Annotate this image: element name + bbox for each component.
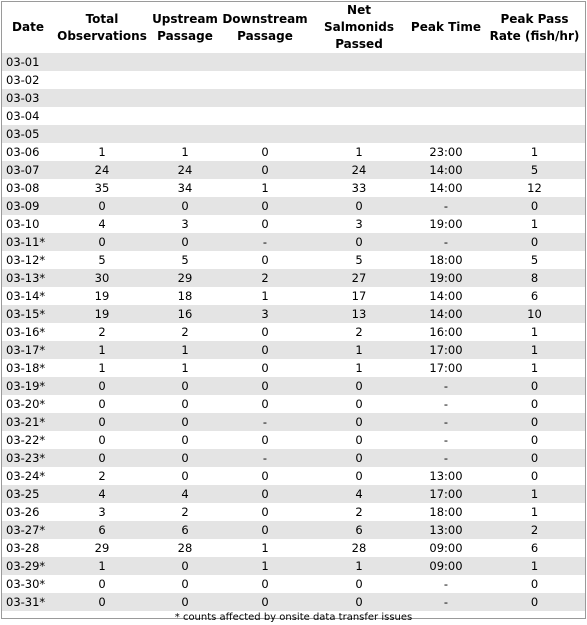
cell-total-observations xyxy=(54,107,150,125)
cell-peak-time: - xyxy=(408,449,484,467)
cell-peak-pass-rate xyxy=(484,53,585,71)
cell-net-salmonids: 1 xyxy=(310,557,408,575)
table-row xyxy=(2,413,585,431)
header-upstream-passage: Upstream Passage xyxy=(152,11,218,43)
cell-downstream: 0 xyxy=(220,197,310,215)
cell-peak-pass-rate: 8 xyxy=(484,269,585,287)
cell-net-salmonids: 5 xyxy=(355,253,363,267)
cell-downstream: - xyxy=(220,413,310,431)
cell-downstream: 0 xyxy=(220,485,310,503)
cell-net-salmonids: 27 xyxy=(310,269,408,287)
cell-net-salmonids: 1 xyxy=(355,145,363,159)
cell-upstream: 4 xyxy=(150,485,220,503)
cell-downstream: 0 xyxy=(220,341,310,359)
cell-net-salmonids: 0 xyxy=(355,397,363,411)
cell-date: 03-22* xyxy=(6,433,46,447)
cell-total-observations: 0 xyxy=(54,233,150,251)
cell-peak-pass-rate xyxy=(484,107,585,125)
cell-peak-time: 18:00 xyxy=(429,253,463,267)
cell-peak-pass-rate: 0 xyxy=(484,413,585,431)
table-row xyxy=(2,269,585,287)
cell-total-observations: 0 xyxy=(54,449,150,467)
cell-peak-pass-rate: 0 xyxy=(484,233,585,251)
cell-total-observations: 0 xyxy=(54,197,150,215)
cell-peak-time: 09:00 xyxy=(429,541,463,555)
table-row xyxy=(2,323,585,341)
cell-total-observations: 1 xyxy=(54,557,150,575)
cell-peak-time: 13:00 xyxy=(408,521,484,539)
table-row xyxy=(2,467,585,485)
cell-peak-time: 19:00 xyxy=(408,269,484,287)
header-row xyxy=(2,2,585,53)
cell-upstream: 16 xyxy=(150,305,220,323)
cell-peak-pass-rate: 1 xyxy=(484,341,585,359)
cell-total-observations: 0 xyxy=(54,413,150,431)
cell-total-observations: 4 xyxy=(54,485,150,503)
cell-peak-time: 17:00 xyxy=(429,361,463,375)
cell-downstream: 1 xyxy=(220,557,310,575)
cell-date: 03-06 xyxy=(6,145,40,159)
cell-peak-pass-rate: 1 xyxy=(530,217,539,231)
cell-upstream: 34 xyxy=(177,181,193,195)
cell-date: 03-15* xyxy=(2,305,54,323)
cell-total-observations xyxy=(54,53,150,71)
cell-date: 03-19* xyxy=(2,377,54,395)
table-row xyxy=(2,287,585,305)
cell-peak-time: 14:00 xyxy=(429,289,463,303)
cell-peak-pass-rate: 0 xyxy=(484,449,585,467)
cell-total-observations: 0 xyxy=(98,397,106,411)
cell-date: 03-20* xyxy=(6,397,46,411)
cell-peak-time xyxy=(408,71,484,89)
cell-downstream: 0 xyxy=(261,325,269,339)
cell-upstream: 0 xyxy=(181,433,189,447)
cell-peak-time xyxy=(408,89,484,107)
header-date: Date xyxy=(12,20,44,34)
cell-total-observations: 1 xyxy=(98,145,106,159)
cell-downstream: 0 xyxy=(220,161,310,179)
cell-peak-time: 18:00 xyxy=(429,505,463,519)
cell-downstream: 3 xyxy=(220,305,310,323)
table-row xyxy=(2,557,585,575)
cell-total-observations: 5 xyxy=(98,253,106,267)
cell-net-salmonids: 17 xyxy=(351,289,367,303)
cell-net-salmonids: 13 xyxy=(310,305,408,323)
cell-date: 03-30* xyxy=(6,577,46,591)
table-row xyxy=(2,341,585,359)
cell-upstream: 28 xyxy=(177,541,193,555)
cell-net-salmonids: 0 xyxy=(355,433,363,447)
cell-peak-time: - xyxy=(408,377,484,395)
cell-net-salmonids: 2 xyxy=(355,505,363,519)
cell-net-salmonids: 0 xyxy=(310,593,408,611)
cell-downstream: 0 xyxy=(261,469,269,483)
cell-peak-time: 19:00 xyxy=(429,217,463,231)
cell-total-observations: 35 xyxy=(94,181,110,195)
cell-peak-pass-rate: 1 xyxy=(530,145,539,159)
cell-net-salmonids: 3 xyxy=(355,217,363,231)
cell-peak-pass-rate: 10 xyxy=(484,305,585,323)
cell-upstream: 0 xyxy=(181,469,189,483)
cell-net-salmonids: 1 xyxy=(310,341,408,359)
table-row xyxy=(2,215,585,233)
cell-peak-pass-rate: 0 xyxy=(530,577,539,591)
cell-net-salmonids: 0 xyxy=(310,197,408,215)
cell-peak-time: - xyxy=(443,577,449,591)
cell-total-observations xyxy=(54,89,150,107)
cell-net-salmonids: 6 xyxy=(310,521,408,539)
cell-peak-pass-rate: 6 xyxy=(530,541,539,555)
cell-net-salmonids: 4 xyxy=(310,485,408,503)
cell-downstream: 1 xyxy=(261,541,269,555)
cell-peak-pass-rate xyxy=(484,89,585,107)
cell-downstream: 0 xyxy=(261,361,269,375)
cell-date: 03-31* xyxy=(2,593,54,611)
cell-peak-pass-rate xyxy=(484,125,585,143)
table-row xyxy=(2,521,585,539)
cell-net-salmonids: 0 xyxy=(310,233,408,251)
cell-upstream: 3 xyxy=(181,217,189,231)
cell-downstream: 0 xyxy=(220,593,310,611)
cell-date: 03-13* xyxy=(2,269,54,287)
cell-date: 03-14* xyxy=(6,289,46,303)
cell-upstream: 1 xyxy=(181,145,189,159)
cell-net-salmonids: 2 xyxy=(355,325,363,339)
cell-total-observations: 1 xyxy=(98,361,106,375)
table-row xyxy=(2,71,585,89)
cell-downstream: 0 xyxy=(220,521,310,539)
fish-passage-table-panel xyxy=(1,1,586,623)
cell-downstream: 1 xyxy=(261,181,269,195)
cell-upstream: 0 xyxy=(181,577,189,591)
cell-downstream xyxy=(220,125,310,143)
cell-upstream: 2 xyxy=(181,325,189,339)
cell-date: 03-18* xyxy=(6,361,46,375)
table-row xyxy=(2,485,585,503)
cell-date: 03-21* xyxy=(2,413,54,431)
cell-peak-time xyxy=(408,107,484,125)
cell-net-salmonids: 1 xyxy=(355,361,363,375)
cell-peak-pass-rate: 1 xyxy=(530,361,539,375)
cell-total-observations: 2 xyxy=(98,469,106,483)
cell-total-observations: 0 xyxy=(98,577,106,591)
footnote: * counts affected by onsite data transfer issues xyxy=(174,612,413,623)
cell-net-salmonids: 28 xyxy=(351,541,367,555)
cell-date: 03-16* xyxy=(6,325,46,339)
cell-date: 03-03 xyxy=(2,89,54,107)
cell-total-observations: 1 xyxy=(54,341,150,359)
cell-downstream: 0 xyxy=(261,433,269,447)
header-total-observations: Total Observations xyxy=(57,11,147,43)
cell-date: 03-23* xyxy=(2,449,54,467)
cell-peak-pass-rate: 0 xyxy=(530,397,539,411)
cell-peak-pass-rate: 1 xyxy=(484,557,585,575)
cell-date: 03-10 xyxy=(6,217,40,231)
table-row xyxy=(2,359,585,377)
cell-date: 03-28 xyxy=(6,541,40,555)
table-row xyxy=(2,197,585,215)
table-row xyxy=(2,53,585,71)
cell-upstream: 0 xyxy=(150,233,220,251)
cell-net-salmonids: 0 xyxy=(310,413,408,431)
header-net-salmonids: Net Salmonids Passed xyxy=(324,3,394,51)
cell-downstream: 0 xyxy=(261,397,269,411)
cell-upstream: 0 xyxy=(150,557,220,575)
cell-downstream: 0 xyxy=(261,145,269,159)
cell-date: 03-25 xyxy=(2,485,54,503)
cell-date: 03-24* xyxy=(6,469,46,483)
cell-downstream: 0 xyxy=(261,217,269,231)
cell-total-observations: 0 xyxy=(98,433,106,447)
cell-peak-pass-rate: 12 xyxy=(527,181,542,195)
cell-peak-pass-rate: 5 xyxy=(530,253,539,267)
cell-peak-time: 14:00 xyxy=(429,181,463,195)
cell-peak-time: - xyxy=(408,413,484,431)
cell-total-observations: 19 xyxy=(54,305,150,323)
cell-net-salmonids: 24 xyxy=(310,161,408,179)
cell-upstream xyxy=(150,71,220,89)
cell-total-observations: 0 xyxy=(54,593,150,611)
cell-date: 03-04 xyxy=(6,109,40,123)
table-row xyxy=(2,377,585,395)
cell-downstream xyxy=(220,89,310,107)
cell-total-observations xyxy=(54,71,150,89)
cell-net-salmonids xyxy=(310,107,408,125)
table-row xyxy=(2,89,585,107)
cell-peak-pass-rate: 1 xyxy=(530,325,539,339)
table-row xyxy=(2,251,585,269)
cell-upstream xyxy=(150,53,220,71)
cell-upstream xyxy=(150,107,220,125)
cell-downstream: 0 xyxy=(220,377,310,395)
cell-peak-pass-rate: 6 xyxy=(530,289,539,303)
cell-upstream xyxy=(150,125,220,143)
cell-peak-time: 13:00 xyxy=(429,469,463,483)
cell-date: 03-08 xyxy=(6,181,40,195)
cell-peak-time: 17:00 xyxy=(408,341,484,359)
cell-peak-time: 14:00 xyxy=(408,305,484,323)
table-row xyxy=(2,575,585,593)
header-peak-pass-rate: Peak Pass Rate (fish/hr) xyxy=(489,11,580,43)
cell-downstream xyxy=(220,71,310,89)
cell-date: 03-11* xyxy=(2,233,54,251)
cell-upstream: 18 xyxy=(177,289,193,303)
header-downstream-passage: Downstream Passage xyxy=(222,11,308,43)
cell-peak-time: 23:00 xyxy=(429,145,463,159)
cell-upstream: 0 xyxy=(150,413,220,431)
cell-date: 03-01 xyxy=(2,53,54,71)
cell-downstream xyxy=(220,107,310,125)
cell-date: 03-07 xyxy=(2,161,54,179)
cell-peak-time: 16:00 xyxy=(429,325,463,339)
cell-upstream: 24 xyxy=(150,161,220,179)
cell-net-salmonids: 0 xyxy=(355,577,363,591)
table-row xyxy=(2,431,585,449)
cell-peak-pass-rate: 0 xyxy=(530,469,539,483)
cell-peak-pass-rate: 1 xyxy=(530,505,539,519)
cell-net-salmonids: 33 xyxy=(351,181,367,195)
table-row xyxy=(2,125,585,143)
cell-total-observations xyxy=(54,125,150,143)
table-body xyxy=(2,53,585,611)
cell-peak-pass-rate: 0 xyxy=(484,377,585,395)
cell-peak-time: 09:00 xyxy=(408,557,484,575)
cell-date: 03-17* xyxy=(2,341,54,359)
cell-total-observations: 4 xyxy=(98,217,106,231)
cell-date: 03-29* xyxy=(2,557,54,575)
table-row xyxy=(2,593,585,611)
cell-net-salmonids xyxy=(310,89,408,107)
cell-downstream: 0 xyxy=(261,253,269,267)
cell-upstream: 0 xyxy=(150,449,220,467)
table-row xyxy=(2,395,585,413)
cell-peak-pass-rate: 2 xyxy=(484,521,585,539)
cell-net-salmonids: 0 xyxy=(310,377,408,395)
cell-upstream: 0 xyxy=(150,197,220,215)
cell-date: 03-12* xyxy=(6,253,46,267)
cell-upstream: 6 xyxy=(150,521,220,539)
cell-downstream xyxy=(220,53,310,71)
cell-total-observations: 3 xyxy=(98,505,106,519)
cell-date: 03-05 xyxy=(2,125,54,143)
cell-date: 03-02 xyxy=(6,73,40,87)
header-peak-time: Peak Time xyxy=(410,20,482,34)
cell-peak-time: 14:00 xyxy=(408,161,484,179)
cell-upstream: 29 xyxy=(150,269,220,287)
cell-net-salmonids xyxy=(310,71,408,89)
cell-upstream: 1 xyxy=(181,361,189,375)
cell-downstream: 1 xyxy=(261,289,269,303)
cell-net-salmonids: 0 xyxy=(310,449,408,467)
cell-total-observations: 29 xyxy=(94,541,110,555)
cell-peak-pass-rate: 5 xyxy=(484,161,585,179)
cell-date: 03-27* xyxy=(2,521,54,539)
cell-peak-time: - xyxy=(408,233,484,251)
cell-upstream: 2 xyxy=(181,505,189,519)
cell-peak-time xyxy=(408,125,484,143)
cell-total-observations: 6 xyxy=(54,521,150,539)
cell-upstream xyxy=(150,89,220,107)
cell-total-observations: 19 xyxy=(94,289,110,303)
cell-date: 03-09 xyxy=(2,197,54,215)
cell-upstream: 0 xyxy=(150,593,220,611)
table-row xyxy=(2,107,585,125)
cell-downstream: - xyxy=(220,449,310,467)
fish-passage-table xyxy=(2,2,585,611)
cell-peak-time xyxy=(408,53,484,71)
cell-downstream: 2 xyxy=(220,269,310,287)
cell-peak-time: 17:00 xyxy=(408,485,484,503)
cell-downstream: - xyxy=(220,233,310,251)
table-row xyxy=(2,143,585,161)
cell-date: 03-26 xyxy=(6,505,40,519)
cell-peak-pass-rate: 0 xyxy=(484,197,585,215)
cell-peak-time: - xyxy=(443,433,449,447)
cell-peak-pass-rate: 1 xyxy=(484,485,585,503)
table-row xyxy=(2,179,585,197)
cell-total-observations: 30 xyxy=(54,269,150,287)
table-row xyxy=(2,161,585,179)
cell-total-observations: 24 xyxy=(54,161,150,179)
cell-peak-pass-rate: 0 xyxy=(484,593,585,611)
cell-peak-time: - xyxy=(443,397,449,411)
table-row xyxy=(2,233,585,251)
table-row xyxy=(2,449,585,467)
table-row xyxy=(2,305,585,323)
cell-peak-pass-rate: 0 xyxy=(530,433,539,447)
cell-net-salmonids xyxy=(310,53,408,71)
cell-upstream: 1 xyxy=(150,341,220,359)
table-row xyxy=(2,503,585,521)
cell-upstream: 5 xyxy=(181,253,189,267)
cell-peak-time: - xyxy=(408,593,484,611)
cell-total-observations: 0 xyxy=(54,377,150,395)
cell-net-salmonids: 0 xyxy=(355,469,363,483)
cell-peak-pass-rate xyxy=(484,71,585,89)
cell-downstream: 0 xyxy=(261,505,269,519)
cell-net-salmonids xyxy=(310,125,408,143)
cell-total-observations: 2 xyxy=(98,325,106,339)
cell-upstream: 0 xyxy=(150,377,220,395)
cell-downstream: 0 xyxy=(261,577,269,591)
cell-peak-time: - xyxy=(408,197,484,215)
cell-upstream: 0 xyxy=(181,397,189,411)
table-row xyxy=(2,539,585,557)
